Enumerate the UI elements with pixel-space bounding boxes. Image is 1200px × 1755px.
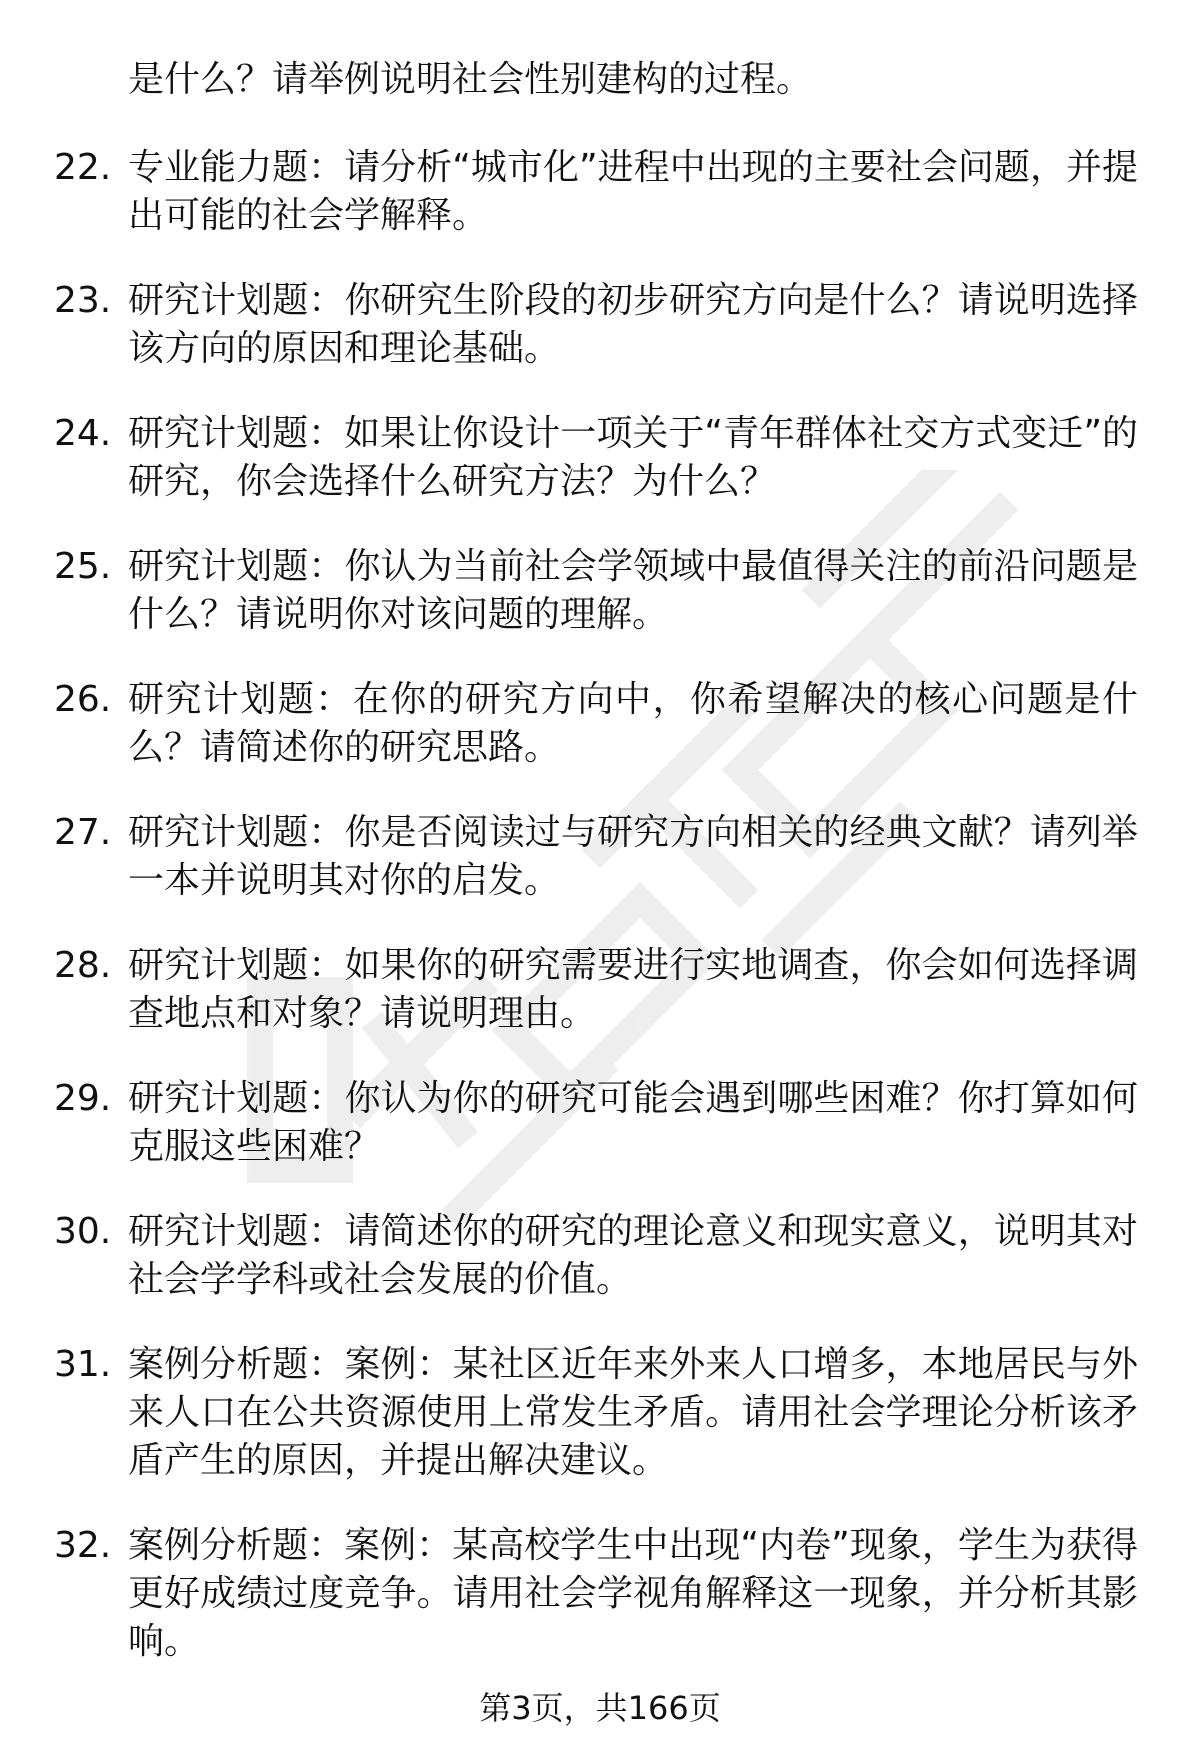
question-item <box>0 1075 1200 1171</box>
question-list <box>0 144 1200 1703</box>
question-number: 31. <box>54 1344 112 1385</box>
question-text: 研究计划题：请简述你的研究的理论意义和现实意义，说明其对社会学学科或社会发展的价值。 <box>128 1211 1138 1300</box>
question-item <box>0 676 1200 772</box>
question-item <box>0 277 1200 373</box>
question-text: 研究计划题：如果你的研究需要进行实地调查，你会如何选择调查地点和对象？请说明理由。 <box>128 945 1138 1034</box>
question-text: 案例分析题：案例：某高校学生中出现“内卷”现象，学生为获得更好成绩过度竞争。请用社会学视角解释这一现象，并分析其影响。 <box>128 1525 1138 1662</box>
question-number: 24. <box>54 413 112 454</box>
question-number: 22. <box>54 147 112 188</box>
question-number: 29. <box>54 1078 112 1119</box>
question-item <box>0 942 1200 1038</box>
question-item <box>0 410 1200 506</box>
question-item <box>0 1522 1200 1666</box>
question-number: 25. <box>54 546 112 587</box>
question-text: 研究计划题：你认为你的研究可能会遇到哪些困难？你打算如何克服这些困难？ <box>128 1078 1138 1167</box>
question-number: 32. <box>54 1525 112 1566</box>
question-item <box>0 543 1200 639</box>
question-text: 研究计划题：你研究生阶段的初步研究方向是什么？请说明选择该方向的原因和理论基础。 <box>128 280 1138 369</box>
question-number: 23. <box>54 280 112 321</box>
question-text: 案例分析题：案例：某社区近年来外来人口增多，本地居民与外来人口在公共资源使用上常发生矛盾。请用社会学理论分析该矛盾产生的原因，并提出解决建议。 <box>128 1344 1138 1481</box>
question-item <box>0 1208 1200 1304</box>
question-number: 30. <box>54 1211 112 1252</box>
question-text: 研究计划题：如果让你设计一项关于“青年群体社交方式变迁”的研究，你会选择什么研究方法？为什么？ <box>128 413 1138 502</box>
question-text: 研究计划题：你认为当前社会学领域中最值得关注的前沿问题是什么？请说明你对该问题的理解。 <box>128 546 1138 635</box>
question-text: 研究计划题：你是否阅读过与研究方向相关的经典文献？请列举一本并说明其对你的启发。 <box>128 812 1138 901</box>
question-item <box>0 144 1200 240</box>
question-item <box>0 809 1200 905</box>
page-number-footer: 第3页，共166页 <box>479 1689 721 1727</box>
question-text: 专业能力题：请分析“城市化”进程中出现的主要社会问题，并提出可能的社会学解释。 <box>128 147 1138 236</box>
question-text: 研究计划题：在你的研究方向中，你希望解决的核心问题是什么？请简述你的研究思路。 <box>128 679 1138 768</box>
question-number: 27. <box>54 812 112 853</box>
question-number: 28. <box>54 945 112 986</box>
question-21-continuation: 是什么？请举例说明社会性别建构的过程。 <box>128 59 813 100</box>
question-item <box>0 1341 1200 1485</box>
question-number: 26. <box>54 679 112 720</box>
